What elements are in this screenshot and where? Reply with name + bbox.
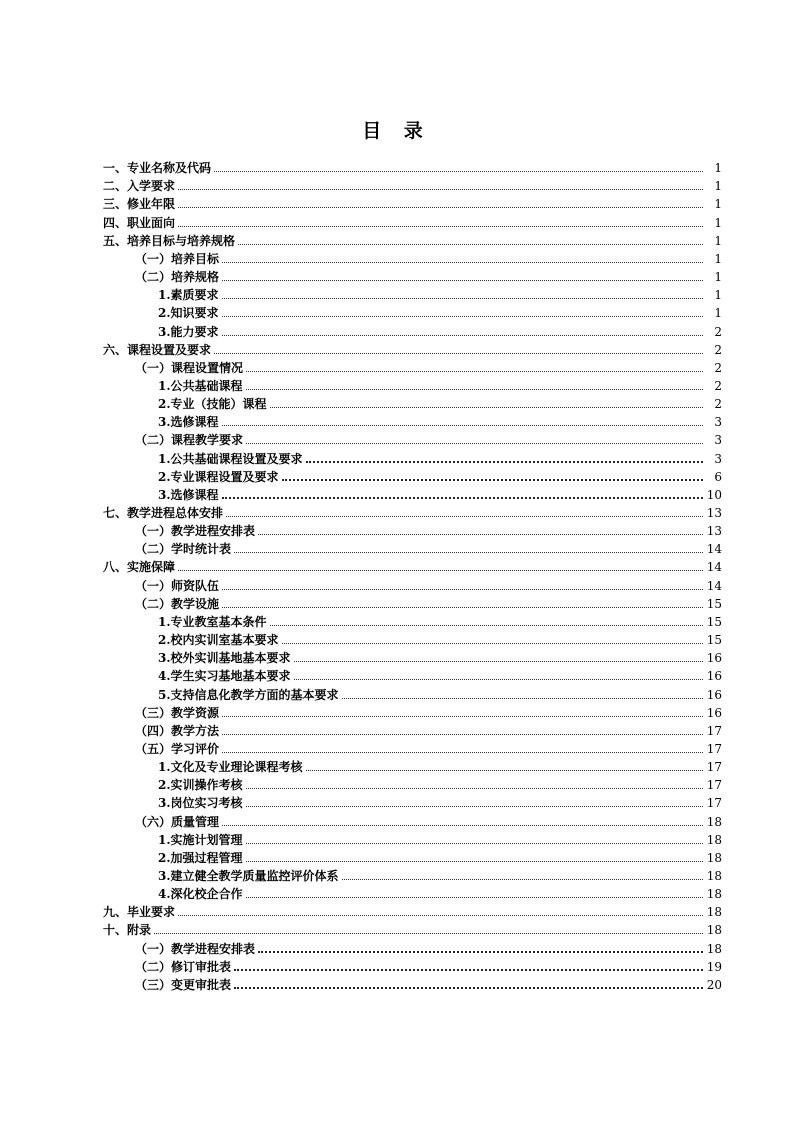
dot-leader xyxy=(270,406,703,408)
toc-page-number: 2 xyxy=(714,378,722,393)
dot-leader xyxy=(246,388,703,390)
toc-entry[interactable] xyxy=(0,847,793,865)
toc-entry[interactable] xyxy=(0,629,793,647)
dot-leader xyxy=(178,188,703,190)
dot-leader xyxy=(294,660,703,662)
toc-entry-label: （五）学习评价 xyxy=(135,741,220,756)
toc-entry-label: 2.专业（技能）课程 xyxy=(158,397,267,412)
toc-page-number: 15 xyxy=(706,633,722,648)
dot-leader xyxy=(234,986,703,989)
toc-entry[interactable] xyxy=(0,502,793,520)
dot-leader xyxy=(306,769,703,771)
toc-entry[interactable] xyxy=(0,339,793,357)
toc-page-number: 1 xyxy=(714,233,722,248)
toc-page-number: 18 xyxy=(706,814,722,829)
toc-page-number: 17 xyxy=(706,760,722,775)
toc-entry[interactable] xyxy=(0,574,793,592)
toc-entry[interactable] xyxy=(0,901,793,919)
dot-leader xyxy=(222,315,703,317)
toc-page-number: 17 xyxy=(706,741,722,756)
dot-leader xyxy=(246,842,703,844)
toc-entry[interactable] xyxy=(0,302,793,320)
toc-entry-label: 九、毕业要求 xyxy=(103,905,176,920)
dot-leader xyxy=(234,551,703,553)
toc-page-number: 18 xyxy=(706,850,722,865)
toc-entry[interactable] xyxy=(0,792,793,810)
toc-page-number: 17 xyxy=(706,778,722,793)
toc-page-number: 3 xyxy=(714,451,722,466)
toc-entry-label: （二）学时统计表 xyxy=(135,542,232,557)
toc-page-number: 14 xyxy=(706,560,722,575)
toc-page-number: 18 xyxy=(706,832,722,847)
dot-leader xyxy=(342,697,703,699)
toc-entry-label: 3.选修课程 xyxy=(158,487,219,502)
toc-page-number: 19 xyxy=(706,959,722,974)
toc-entry-label: 5.支持信息化教学方面的基本要求 xyxy=(158,687,339,702)
dot-leader xyxy=(258,950,703,953)
dot-leader xyxy=(246,896,703,898)
toc-entry-label: 3.能力要求 xyxy=(158,324,219,339)
toc-entry-label: 2.专业课程设置及要求 xyxy=(158,469,279,484)
toc-page-number: 1 xyxy=(714,161,722,176)
dot-leader xyxy=(178,206,703,208)
toc-entry[interactable] xyxy=(0,883,793,901)
toc-entry-label: （二）培养规格 xyxy=(135,270,220,285)
toc-entry[interactable] xyxy=(0,211,793,229)
toc-entry[interactable] xyxy=(0,919,793,937)
dot-leader xyxy=(222,424,703,426)
toc-entry[interactable] xyxy=(0,774,793,792)
toc-entry[interactable] xyxy=(0,393,793,411)
toc-page-number: 16 xyxy=(706,705,722,720)
toc-entry-label: 二、入学要求 xyxy=(103,179,176,194)
toc-entry[interactable] xyxy=(0,520,793,538)
dot-leader xyxy=(246,860,703,862)
toc-entry-label: （一）师资队伍 xyxy=(135,578,220,593)
toc-entry[interactable] xyxy=(0,720,793,738)
toc-entry-label: 1.专业教室基本条件 xyxy=(158,614,267,629)
toc-page-number: 3 xyxy=(714,433,722,448)
dot-leader xyxy=(214,352,703,354)
toc-page-number: 14 xyxy=(706,542,722,557)
dot-leader xyxy=(306,460,703,463)
toc-page-number: 1 xyxy=(714,288,722,303)
toc-entry[interactable] xyxy=(0,284,793,302)
toc-page-number: 2 xyxy=(714,397,722,412)
toc-entry[interactable] xyxy=(0,375,793,393)
toc-page-number: 15 xyxy=(706,596,722,611)
toc-entry-label: 五、培养目标与培养规格 xyxy=(103,233,236,248)
toc-page-number: 18 xyxy=(706,941,722,956)
dot-leader xyxy=(246,442,703,444)
toc-entry-label: 1.公共基础课程 xyxy=(158,378,243,393)
toc-page-number: 14 xyxy=(706,578,722,593)
toc-entry-label: （一）课程设置情况 xyxy=(135,360,244,375)
dot-leader xyxy=(222,588,703,590)
dot-leader xyxy=(222,334,703,336)
dot-leader xyxy=(214,170,703,172)
toc-entry-label: 六、课程设置及要求 xyxy=(103,342,212,357)
dot-leader xyxy=(222,279,703,281)
toc-entry[interactable] xyxy=(0,611,793,629)
toc-entry[interactable] xyxy=(0,702,793,720)
toc-entry-label: （二）教学设施 xyxy=(135,596,220,611)
toc-entry-label: 一、专业名称及代码 xyxy=(103,161,212,176)
dot-leader xyxy=(178,914,703,916)
dot-leader xyxy=(222,824,703,826)
toc-entry-label: 2.知识要求 xyxy=(158,306,219,321)
toc-page-number: 3 xyxy=(714,415,722,430)
toc-page-number: 2 xyxy=(714,360,722,375)
toc-page-number: 17 xyxy=(706,723,722,738)
toc-entry-label: 十、附录 xyxy=(103,923,152,938)
dot-leader xyxy=(178,569,703,571)
dot-leader xyxy=(238,243,703,245)
dot-leader xyxy=(222,496,703,499)
dot-leader xyxy=(246,787,703,789)
dot-leader xyxy=(246,805,703,807)
toc-page-number: 2 xyxy=(714,324,722,339)
toc-entry-label: 八、实施保障 xyxy=(103,560,176,575)
dot-leader xyxy=(270,624,703,626)
page-title: 目 录 xyxy=(362,120,431,142)
toc-entry[interactable] xyxy=(0,175,793,193)
toc-entry[interactable] xyxy=(0,484,793,502)
toc-page-number: 1 xyxy=(714,197,722,212)
toc-entry[interactable] xyxy=(0,538,793,556)
dot-leader xyxy=(342,878,703,880)
dot-leader xyxy=(282,642,703,644)
toc-entry-label: 1.公共基础课程设置及要求 xyxy=(158,451,303,466)
toc-page-number: 1 xyxy=(714,306,722,321)
toc-entry-label: （一）教学进程安排表 xyxy=(135,941,256,956)
toc-entry[interactable] xyxy=(0,466,793,484)
toc-entry-label: 2.校内实训室基本要求 xyxy=(158,633,279,648)
toc-page-number: 20 xyxy=(706,977,722,992)
toc-entry-label: 1.实施计划管理 xyxy=(158,832,243,847)
dot-leader xyxy=(222,261,703,263)
dot-leader xyxy=(222,606,703,608)
dot-leader xyxy=(282,478,703,481)
toc-entry[interactable] xyxy=(0,266,793,284)
toc-page-number: 6 xyxy=(714,469,722,484)
toc-entry-label: 2.加强过程管理 xyxy=(158,850,243,865)
toc-page-number: 13 xyxy=(706,506,722,521)
toc-page-number: 10 xyxy=(706,487,722,502)
toc-page-number: 2 xyxy=(714,342,722,357)
toc-entry[interactable] xyxy=(0,683,793,701)
toc-entry[interactable] xyxy=(0,829,793,847)
toc-entry-label: 1.文化及专业理论课程考核 xyxy=(158,760,303,775)
toc-entry-label: 三、修业年限 xyxy=(103,197,176,212)
toc-entry-label: 3.岗位实习考核 xyxy=(158,796,243,811)
toc-entry-label: 4.深化校企合作 xyxy=(158,887,243,902)
toc-entry-label: （三）教学资源 xyxy=(135,705,220,720)
toc-entry-label: 2.实训操作考核 xyxy=(158,778,243,793)
toc-entry[interactable] xyxy=(0,157,793,175)
toc-entry[interactable] xyxy=(0,320,793,338)
toc-entry[interactable] xyxy=(0,756,793,774)
toc-page-number: 16 xyxy=(706,669,722,684)
dot-leader xyxy=(222,715,703,717)
toc-entry-label: （一）教学进程安排表 xyxy=(135,524,256,539)
toc-page-number: 1 xyxy=(714,215,722,230)
toc-page-number: 1 xyxy=(714,251,722,266)
toc-entry[interactable] xyxy=(0,956,793,974)
toc-page-number: 13 xyxy=(706,524,722,539)
dot-leader xyxy=(234,968,703,971)
toc-entry[interactable] xyxy=(0,193,793,211)
toc-entry[interactable] xyxy=(0,429,793,447)
toc-page-number: 18 xyxy=(706,869,722,884)
toc-entry[interactable] xyxy=(0,937,793,955)
toc-entry[interactable] xyxy=(0,810,793,828)
dot-leader xyxy=(222,297,703,299)
toc-page-number: 15 xyxy=(706,614,722,629)
toc-page-number: 18 xyxy=(706,905,722,920)
toc-entry-label: （三）变更审批表 xyxy=(135,977,232,992)
dot-leader xyxy=(222,733,703,735)
dot-leader xyxy=(178,225,703,227)
toc-entry-label: 3.校外实训基地基本要求 xyxy=(158,651,291,666)
toc-page-number: 1 xyxy=(714,179,722,194)
toc-entry-label: 1.素质要求 xyxy=(158,288,219,303)
toc-entry[interactable] xyxy=(0,865,793,883)
toc-entry[interactable] xyxy=(0,974,793,992)
toc-entry-label: 3.选修课程 xyxy=(158,415,219,430)
toc-entry-label: 3.建立健全教学质量监控评价体系 xyxy=(158,869,339,884)
toc-page-number: 1 xyxy=(714,270,722,285)
dot-leader xyxy=(222,751,703,753)
dot-leader xyxy=(226,515,703,517)
toc-entry[interactable] xyxy=(0,230,793,248)
toc-page-number: 16 xyxy=(706,651,722,666)
toc-entry[interactable] xyxy=(0,647,793,665)
toc-entry-label: （二）修订审批表 xyxy=(135,959,232,974)
dot-leader xyxy=(246,370,703,372)
toc-entry[interactable] xyxy=(0,357,793,375)
toc-page-number: 18 xyxy=(706,887,722,902)
toc-entry-label: （六）质量管理 xyxy=(135,814,220,829)
toc-entry[interactable] xyxy=(0,447,793,465)
toc-entry[interactable] xyxy=(0,411,793,429)
dot-leader xyxy=(294,678,703,680)
toc-page-number: 16 xyxy=(706,687,722,702)
toc-entry[interactable] xyxy=(0,665,793,683)
toc-entry-label: （二）课程教学要求 xyxy=(135,433,244,448)
toc-page-number: 17 xyxy=(706,796,722,811)
toc-entry[interactable] xyxy=(0,593,793,611)
toc-entry-label: 4.学生实习基地基本要求 xyxy=(158,669,291,684)
toc-entry-label: （一）培养目标 xyxy=(135,251,220,266)
dot-leader xyxy=(154,932,703,934)
toc-entry-label: 四、职业面向 xyxy=(103,215,176,230)
toc-page-number: 18 xyxy=(706,923,722,938)
toc-entry-label: 七、教学进程总体安排 xyxy=(103,506,224,521)
toc-entry[interactable] xyxy=(0,248,793,266)
toc-entry[interactable] xyxy=(0,556,793,574)
toc-entry-label: （四）教学方法 xyxy=(135,723,220,738)
toc-entry[interactable] xyxy=(0,738,793,756)
dot-leader xyxy=(258,533,703,535)
